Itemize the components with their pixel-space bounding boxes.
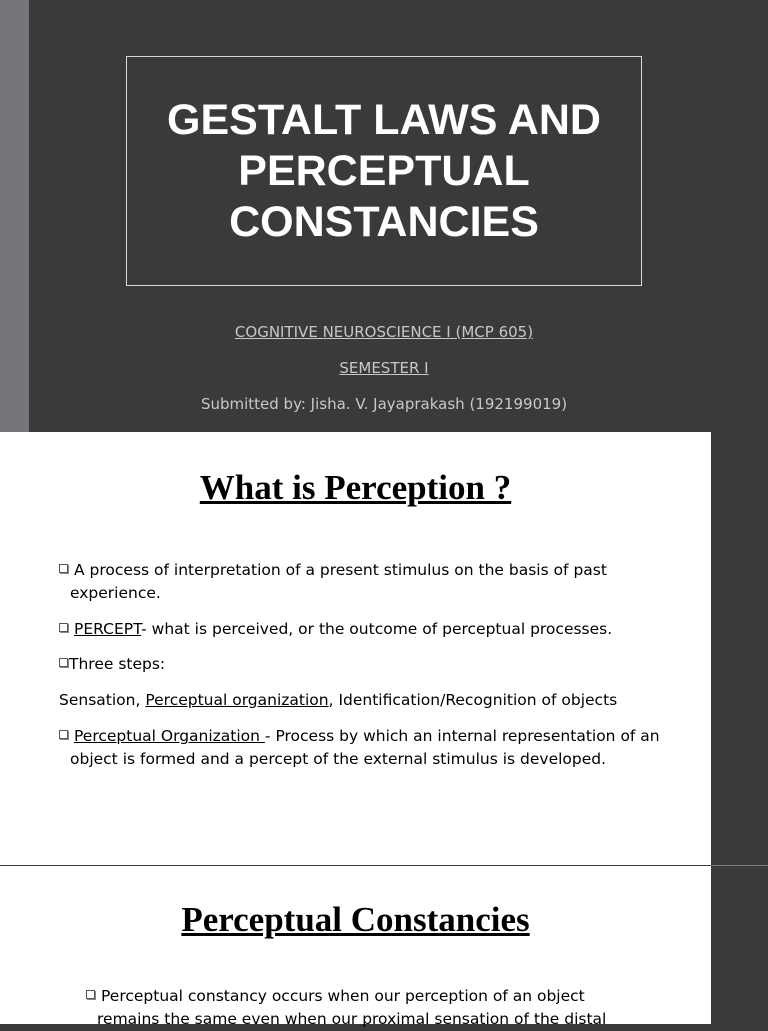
constancies-slide [0,866,711,1028]
percept-term: PERCEPT [74,620,142,638]
checkbox-bullet-icon [86,990,95,999]
bullet-text-line1: Perceptual constancy occurs when our perception of an object [101,987,585,1005]
steps-sensation: Sensation, [59,691,146,709]
bullet-three-steps [59,653,699,676]
steps-organization: Perceptual organization [145,691,329,709]
bullet-text-line2: remains the same even when our proximal sensation of the distal [97,1010,607,1028]
course-name: COGNITIVE NEUROSCIENCE I (MCP 605) [234,323,534,341]
three-steps-text: Three steps: [69,655,166,673]
checkbox-bullet-icon [59,730,68,739]
organization-definition: - Process by which an internal representation of an [264,727,660,745]
slide-heading [0,900,711,940]
bullet-constancy [86,985,686,1031]
perception-slide [0,432,711,865]
heading-text: What is Perception ? [199,468,512,507]
checkbox-bullet-icon [59,564,68,573]
checkbox-bullet-icon [59,623,68,632]
organization-term: Perceptual Organization [74,727,265,745]
bullet-percept [59,618,699,641]
title-slide [0,0,768,432]
right-background-strip [711,432,768,865]
title-line-3: CONSTANCIES [229,197,539,246]
bullet-perceptual-organization [59,725,689,771]
title-line-2: PERCEPTUAL [238,146,530,195]
semester: SEMESTER I [339,359,429,377]
percept-definition: - what is perceived, or the outcome of perceptual processes. [141,620,613,638]
steps-identification: , Identification/Recognition of objects [328,691,618,709]
bullet-text-line1: A process of interpretation of a present stimulus on the basis of past [74,561,607,579]
bullet-text-line2: experience. [70,584,161,602]
title-box [126,56,642,286]
checkbox-bullet-icon [59,658,68,667]
steps-line [59,689,699,712]
title-line-1: GESTALT LAWS AND [167,95,601,144]
right-background-strip [711,866,768,1024]
presentation-title [127,95,641,248]
bullet-definition [59,559,659,605]
organization-definition-line2: object is formed and a percept of the external stimulus is developed. [70,750,607,768]
heading-text: Perceptual Constancies [181,900,530,939]
slide-heading [0,468,711,508]
submitted-by: Submitted by: Jisha. V. Jayaprakash (192199019) [200,395,568,413]
